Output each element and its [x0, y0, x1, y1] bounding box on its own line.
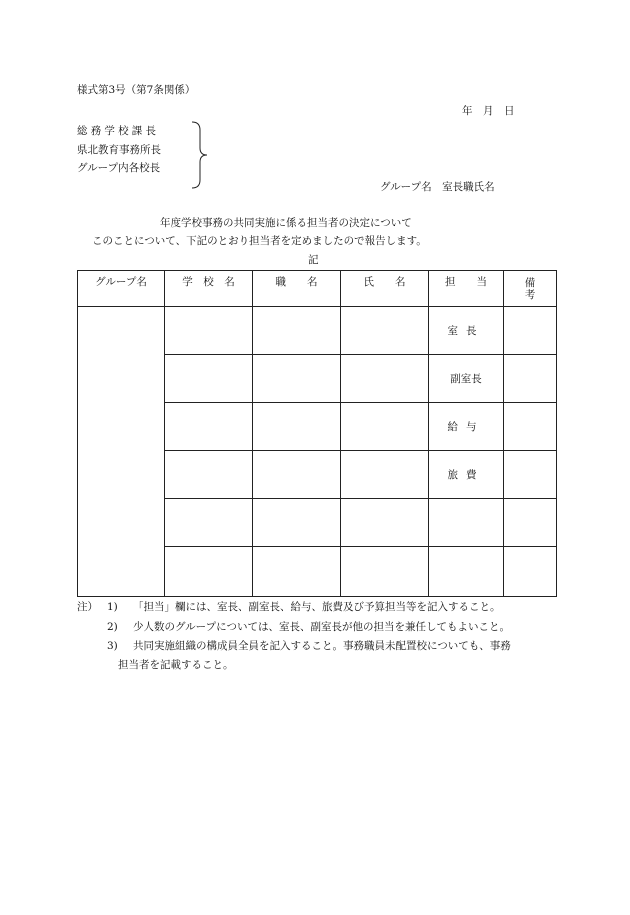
position-cell[interactable]: [253, 403, 341, 451]
right-brace-icon: [190, 120, 212, 190]
name-cell[interactable]: [341, 451, 429, 499]
note-text-continued: 担当者を記載すること。: [118, 659, 234, 671]
sender-line: グループ名 室長職氏名: [380, 181, 495, 193]
date-line: 年 月 日: [462, 105, 515, 117]
remarks-cell[interactable]: [504, 547, 557, 597]
header-role: 担 当: [429, 271, 504, 307]
name-cell[interactable]: [341, 499, 429, 547]
note-text: 「担当」欄には、室長、副室長、給与、旅費及び予算担当等を記入すること。: [133, 601, 501, 613]
recipient-2: 県北教育事務所長: [77, 144, 161, 156]
position-cell[interactable]: [253, 451, 341, 499]
school-cell[interactable]: [165, 451, 253, 499]
assignment-table: [77, 270, 557, 597]
header-name: 氏 名: [341, 271, 429, 307]
name-cell[interactable]: [341, 403, 429, 451]
school-cell[interactable]: [165, 307, 253, 355]
role-cell[interactable]: [429, 499, 504, 547]
school-cell[interactable]: [165, 547, 253, 597]
note-text: 共同実施組織の構成員全員を記入すること。事務職員未配置校についても、事務: [133, 640, 511, 652]
note-number: 2): [107, 621, 118, 633]
header-group-name: グループ名: [78, 271, 165, 307]
notes-label: 注）: [77, 601, 98, 613]
intro-text: このことについて、下記のとおり担当者を定めましたので報告します。: [92, 235, 427, 247]
school-cell[interactable]: [165, 355, 253, 403]
remarks-cell[interactable]: [504, 307, 557, 355]
position-cell[interactable]: [253, 547, 341, 597]
subject-line: 年度学校事務の共同実施に係る担当者の決定について: [160, 217, 412, 229]
note-text: 少人数のグループについては、室長、副室長が他の担当を兼任してもよいこと。: [133, 621, 510, 633]
note-number: 1): [107, 601, 118, 613]
recipient-3: グループ内各校長: [77, 162, 161, 174]
role-cell: 旅費: [429, 451, 504, 499]
name-cell[interactable]: [341, 547, 429, 597]
role-cell: 副室長: [429, 355, 504, 403]
position-cell[interactable]: [253, 307, 341, 355]
name-cell[interactable]: [341, 307, 429, 355]
remarks-cell[interactable]: [504, 355, 557, 403]
note-number: 3): [107, 640, 118, 652]
header-remarks-label: 備考: [524, 277, 536, 301]
role-cell[interactable]: [429, 547, 504, 597]
remarks-cell[interactable]: [504, 451, 557, 499]
header-school-name: 学 校 名: [165, 271, 253, 307]
ki-heading: 記: [308, 254, 319, 266]
remarks-cell[interactable]: [504, 403, 557, 451]
remarks-cell[interactable]: [504, 499, 557, 547]
group-name-cell[interactable]: [78, 307, 165, 597]
role-cell: 給与: [429, 403, 504, 451]
position-cell[interactable]: [253, 499, 341, 547]
recipient-1: 総務学校課長: [77, 125, 160, 137]
name-cell[interactable]: [341, 355, 429, 403]
table-row: [78, 307, 557, 355]
form-number: 様式第3号（第7条関係）: [77, 84, 196, 96]
header-remarks: [504, 271, 557, 307]
header-position: 職 名: [253, 271, 341, 307]
role-cell: 室長: [429, 307, 504, 355]
school-cell[interactable]: [165, 403, 253, 451]
school-cell[interactable]: [165, 499, 253, 547]
position-cell[interactable]: [253, 355, 341, 403]
